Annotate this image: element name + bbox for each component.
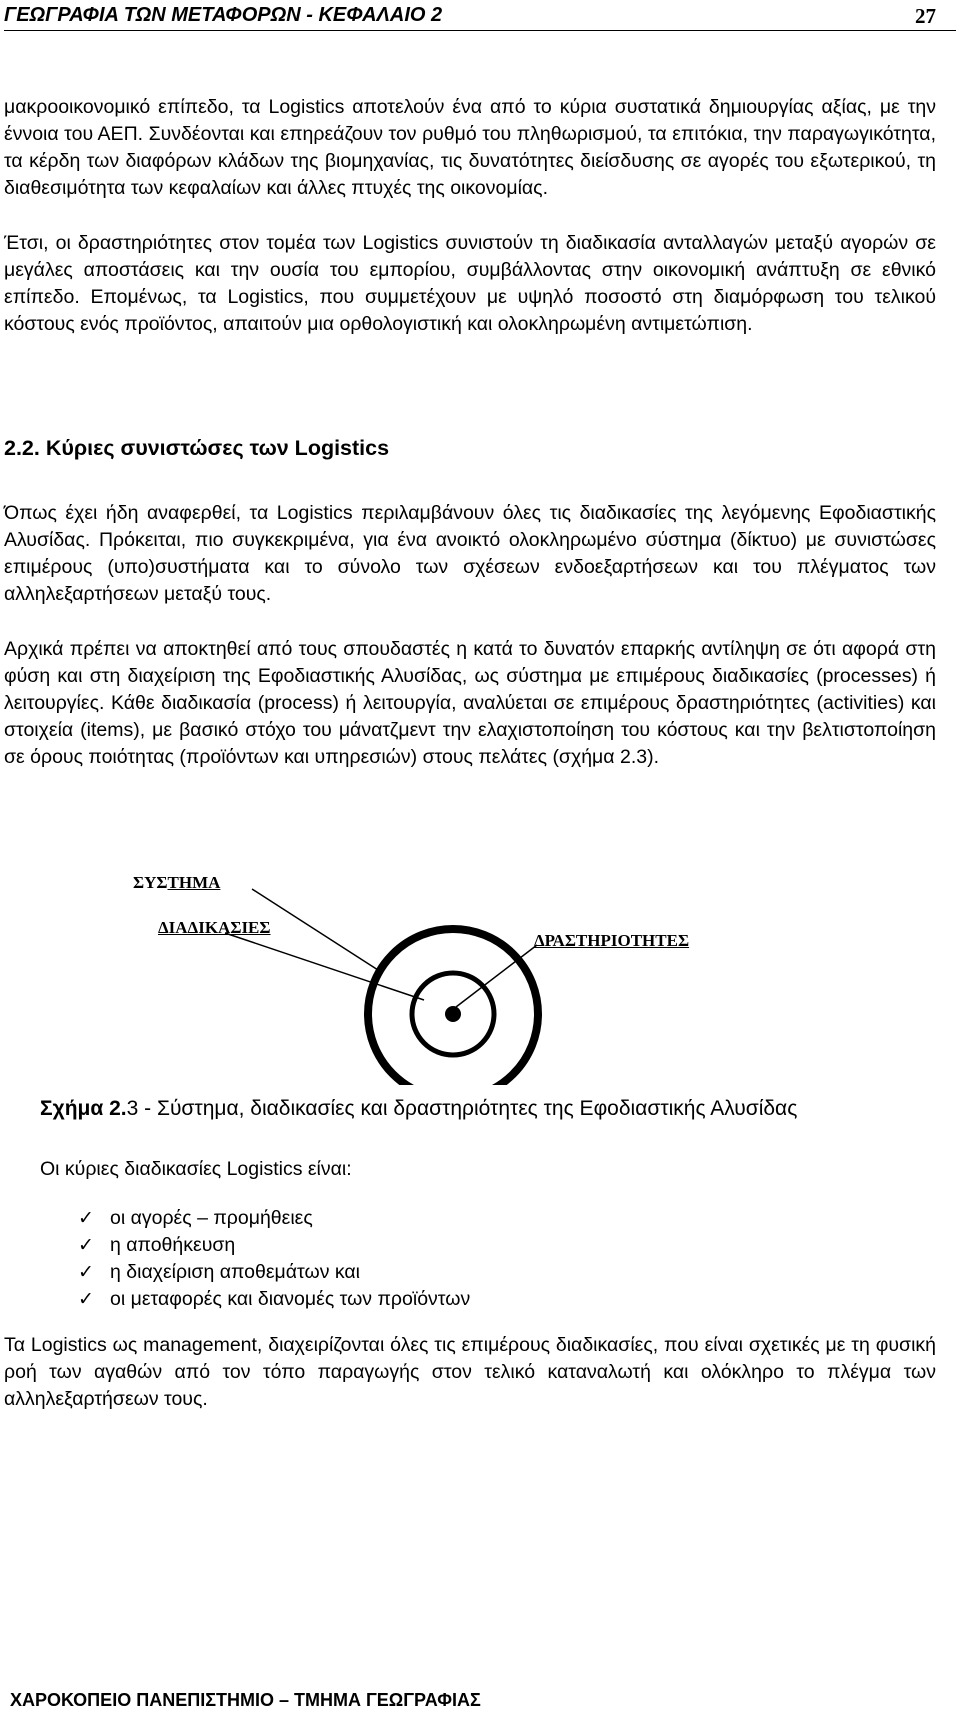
paragraph-activities: Έτσι, οι δραστηριότητες στον τομέα των Logistics συνιστούν τη διαδικασία ανταλλαγών μεταξύ αγορών σε μεγάλες αποστάσεις και την ουσία του εμπορίου, συμβάλλοντας στην οικονομική ανάπτυξη σε εθνικό επίπεδο. Επομένως, τα Logistics, που συμμετέχουν με υψηλό ποσοστό στη διαμόρφωση του τελικού κόστους ενός προϊόντος, απαιτούν μια ορθολογιστική και ολοκληρωμένη αντιμετώπιση. [4, 232, 936, 335]
label-processes: ΔΙΑΔΙΚΑΣΙΕΣ [158, 918, 271, 937]
pointer-line-system [252, 889, 378, 970]
paragraph-supply-chain: Αρχικά πρέπει να αποκτηθεί από τους σπουδαστές η κατά το δυνατόν επαρκής αντίληψη σε ότι αφορά στη φύση και στη διαχείριση της Εφοδιαστικής Αλυσίδας, ως σύστημα με επιμέρους διαδικασίες (processes) ή λειτουργίες. Κάθε διαδικασία (process) ή λειτουργία, αναλύεται σε επιμέρους δραστηριότητες (activities) και στοιχεία (items), με βασικό στόχο του μάνατζμεντ την ελαχιστοποίηση του κόστους και την βελτιστοποίηση σε όρους ποιότητας (προϊόντων και υπηρεσιών) στους πελάτες (σχήμα 2.3). [4, 638, 936, 768]
list-intro: Οι κύριες διαδικασίες Logistics είναι: [40, 1158, 352, 1180]
list-item: ✓ η διαχείριση αποθεμάτων και [78, 1259, 470, 1286]
paragraph-management: Τα Logistics ως management, διαχειρίζονται όλες τις επιμέρους διαδικασίες, που είναι σχετικές με τη φυσική ροή των αγαθών από τον τόπο παραγωγής στον τελικό καταναλωτή και ολόκληρο το πλέγμα των αλληλεξαρτήσεων τους. [4, 1334, 936, 1410]
page-number: 27 [915, 4, 936, 28]
center-dot-activities [445, 1006, 461, 1022]
list-item: ✓ οι μεταφορές και διανομές των προϊόντων [78, 1286, 470, 1313]
checkmark-icon: ✓ [78, 1289, 94, 1310]
checkmark-icon: ✓ [78, 1208, 94, 1229]
checkmark-icon: ✓ [78, 1235, 94, 1256]
processes-checklist [78, 1205, 470, 1313]
list-item: ✓ η αποθήκευση [78, 1232, 470, 1259]
chapter-title: ΓΕΩΓΡΑΦΙΑ ΤΩΝ ΜΕΤΑΦΟΡΩΝ - ΚΕΦΑΛΑΙΟ 2 [4, 4, 443, 26]
section-heading: 2.2. Κύριες συνιστώσες των Logistics [4, 436, 390, 460]
pointer-line-processes [225, 933, 424, 1000]
checkmark-icon: ✓ [78, 1262, 94, 1283]
paragraph-macroeconomic: μακροοικονομικό επίπεδο, τα Logistics αποτελούν ένα από το κύρια συστατικά δημιουργίας αξίας, με την έννοια του ΑΕΠ. Συνδέονται και επηρεάζουν τον ρυθμό του πληθωρισμού, τα επιτόκια, την παραγωγικότητα, τα κέρδη των διαφόρων κλάδων της βιομηχανίας, τις δυνατότητες διείσδυσης σε αγορές του εξωτερικού, τη διαθεσιμότητα των κεφαλαίων και άλλες πτυχές της οικονομίας. [4, 96, 936, 199]
label-activities: ΔΡΑΣΤΗΡΙΟΤΗΤΕΣ [534, 931, 690, 950]
list-item: ✓ οι αγορές – προμήθειες [78, 1205, 470, 1232]
page-footer: ΧΑΡΟΚΟΠΕΙΟ ΠΑΝΕΠΙΣΤΗΜΙΟ – ΤΜΗΜΑ ΓΕΩΓΡΑΦΙΑΣ [10, 1690, 481, 1710]
system-diagram [0, 855, 960, 1085]
paragraph-components: Όπως έχει ήδη αναφερθεί, τα Logistics περιλαμβάνουν όλες τις διαδικασίες της λεγόμενης Εφοδιαστικής Αλυσίδας. Πρόκειται, πιο συγκεκριμένα, για ένα ανοικτό ολοκληρωμένο σύστημα (δίκτυο) με συνιστώσες επιμέρους (υπο)συστήματα και το σύνολο των σχέσεων ενδοεξαρτήσεων και του πλέγματος των αλληλεξαρτήσεων μεταξύ τους. [4, 502, 936, 605]
page-header [4, 0, 956, 31]
figure-caption: Σχήμα 2.3 - Σύστημα, διαδικασίες και δραστηριότητες της Εφοδιαστικής Αλυσίδας [40, 1097, 798, 1120]
label-system: ΣΥΣΤΗΜΑ [133, 873, 221, 892]
